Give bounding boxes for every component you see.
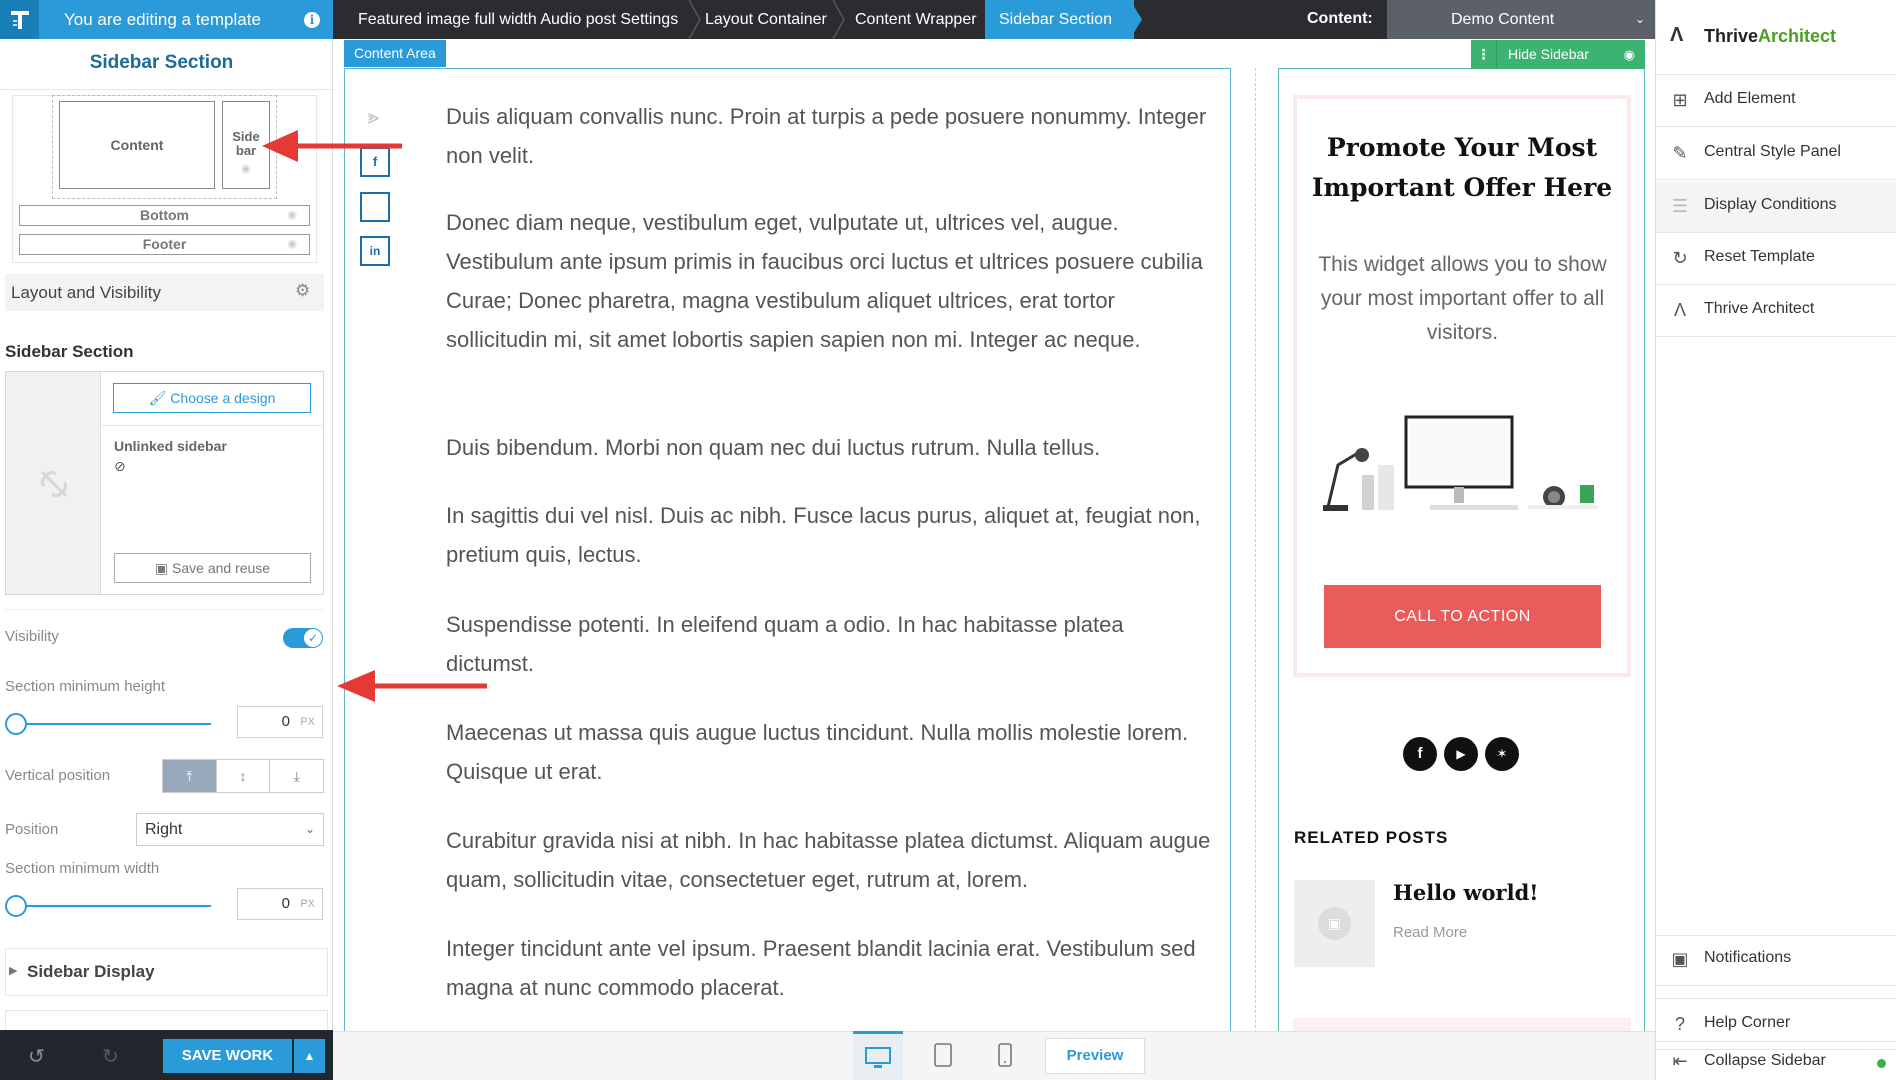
plus-square-icon: ⊞ xyxy=(1672,90,1688,110)
min-height-slider-track[interactable] xyxy=(16,723,211,725)
save-and-reuse-label: Save and reuse xyxy=(172,560,271,576)
caret-right-icon: ▶ xyxy=(9,965,18,977)
layout-sidebar-label-2: bar xyxy=(235,143,257,158)
choose-design-button[interactable] xyxy=(113,383,311,413)
promo-text: This widget allows you to show your most important offer to all visitors. xyxy=(1318,253,1607,344)
paragraph: Maecenas ut massa quis augue luctus tincidunt. Nulla mollis molestie lorem. Quisque ut erat. xyxy=(446,720,1189,784)
redo-icon[interactable]: ↻ xyxy=(102,1046,119,1068)
paragraph: Duis aliquam convallis nunc. Proin at turpis a pede posuere nonummy. Integer non velit. xyxy=(446,104,1207,168)
reset-template-label: Reset Template xyxy=(1704,248,1815,265)
layout-visibility-label: Layout and Visibility xyxy=(11,283,161,302)
reset-template-button[interactable] xyxy=(1656,233,1896,285)
sidebar-display-label: Sidebar Display xyxy=(27,962,155,981)
divider xyxy=(102,425,324,426)
position-value: Right xyxy=(145,821,183,838)
central-style-panel-label: Central Style Panel xyxy=(1704,143,1841,160)
notification-icon: ▣ xyxy=(1671,949,1689,969)
paragraph: Suspendisse potenti. In eleifend quam a odio. In hac habitasse platea dictumst. xyxy=(446,612,1124,676)
sliders-icon: ☰ xyxy=(1671,196,1689,216)
annotation-arrow xyxy=(262,126,407,174)
collapse-sidebar-button[interactable] xyxy=(1656,1041,1896,1080)
undo-icon[interactable]: ↺ xyxy=(28,1046,45,1068)
tablet-view-button[interactable] xyxy=(918,1031,968,1080)
brand-part-2: Architect xyxy=(1758,26,1837,46)
image-placeholder-icon: ▣ xyxy=(1318,907,1351,940)
position-label: Position xyxy=(5,821,59,838)
post-title-link[interactable]: Hello world! xyxy=(1393,880,1539,905)
min-height-unit: PX xyxy=(300,716,315,728)
facebook-share-button[interactable]: f xyxy=(360,147,390,177)
layout-bottom-label: Bottom xyxy=(140,207,189,223)
min-width-input[interactable] xyxy=(237,888,323,920)
editing-template-title: You are editing a template xyxy=(64,10,261,29)
eye-icon[interactable]: ◉ xyxy=(287,238,297,250)
unlinked-sidebar-label: Unlinked sidebar xyxy=(114,438,227,454)
promo-title: Promote Your Most Important Offer Here xyxy=(1311,133,1613,202)
hide-sidebar-button[interactable] xyxy=(1471,40,1645,69)
thrive-logo-icon: Λ xyxy=(1670,24,1684,46)
column-separator xyxy=(1255,68,1256,1038)
desktop-icon xyxy=(865,1047,891,1069)
vertical-position-group xyxy=(162,759,324,793)
align-middle-button[interactable]: ↕ xyxy=(217,760,271,792)
help-corner-label: Help Corner xyxy=(1704,1014,1791,1031)
annotation-arrow xyxy=(337,665,489,713)
divider xyxy=(5,609,324,610)
display-conditions-label: Display Conditions xyxy=(1704,196,1837,213)
min-width-value: 0 xyxy=(281,895,290,912)
breadcrumb-item[interactable]: Featured image full width Audio post Settings xyxy=(358,11,679,28)
visibility-label: Visibility xyxy=(5,628,59,645)
facebook-icon[interactable]: f xyxy=(1403,737,1437,771)
min-height-input[interactable] xyxy=(237,706,323,738)
choose-design-label: Choose a design xyxy=(170,390,276,406)
min-height-slider-handle[interactable] xyxy=(5,713,27,735)
breadcrumb-active-arrow xyxy=(1130,0,1144,39)
save-options-button[interactable]: ▲ xyxy=(294,1039,325,1073)
paragraph: Donec diam neque, vestibulum eget, vulputate ut, ultrices vel, augue. Vestibulum ante ipsum primis in faucibus orci luctus et ultrices posuere cubilia Curae; Donec pharetra, magna vestibulum aliquet ultrices, erat tortor sollicitudin mi, sit amet lobortis sapien sapien non mi. Integer ac neque. xyxy=(446,210,1203,352)
min-width-slider-handle[interactable] xyxy=(5,895,27,917)
desktop-view-button[interactable] xyxy=(853,1031,903,1080)
content-select[interactable] xyxy=(1387,0,1655,39)
min-height-value: 0 xyxy=(281,713,290,730)
content-area-tag: Content Area xyxy=(344,40,446,67)
breadcrumb-item[interactable]: Content Wrapper xyxy=(855,11,977,28)
paragraph: In sagittis dui vel nisl. Duis ac nibh. Fusce lacus purus, aliquet at, feugiat non, pretium quis, lectus. xyxy=(446,503,1201,567)
read-more-link[interactable]: Read More xyxy=(1393,924,1468,941)
section-title: Sidebar Section xyxy=(5,342,134,361)
save-and-reuse-button[interactable] xyxy=(114,553,311,583)
notifications-label: Notifications xyxy=(1704,949,1792,966)
brush-icon: ✎ xyxy=(1672,143,1688,163)
central-style-panel-button[interactable] xyxy=(1656,128,1896,180)
paragraph: Integer tincidunt ante vel ipsum. Praesent blandit lacinia erat. Vestibulum sed magna at nunc commodo placerat. xyxy=(446,936,1196,1000)
unlink-icon xyxy=(36,466,72,511)
collapse-sidebar-label: Collapse Sidebar xyxy=(1704,1052,1826,1069)
breadcrumb-item-active[interactable]: Sidebar Section xyxy=(985,0,1134,39)
layout-footer-label: Footer xyxy=(142,236,187,252)
linkedin-share-button[interactable]: in xyxy=(360,236,390,266)
brush-icon: 🖌 xyxy=(148,390,167,406)
align-top-button[interactable]: ⤒ xyxy=(163,760,217,792)
content-label: Content: xyxy=(1307,10,1373,27)
eye-icon[interactable]: ◉ xyxy=(287,209,297,221)
next-widget xyxy=(1293,1018,1631,1032)
align-bottom-button[interactable]: ⤓ xyxy=(293,768,300,784)
panel-subtitle: Sidebar Section xyxy=(89,52,234,73)
chevron-down-icon: ⌄ xyxy=(304,822,315,836)
min-width-label: Section minimum width xyxy=(5,860,160,877)
related-posts-title: RELATED POSTS xyxy=(1294,828,1449,847)
gear-icon[interactable]: ⚙ xyxy=(295,281,311,300)
save-work-button[interactable]: SAVE WORK xyxy=(163,1039,292,1073)
thrive-menu-icon[interactable] xyxy=(0,0,39,39)
more-options-icon[interactable]: ⋮ xyxy=(1471,40,1497,69)
save-icon: ▣ xyxy=(154,560,169,576)
collapse-icon: ⇤ xyxy=(1672,1051,1688,1071)
position-select[interactable] xyxy=(136,813,324,846)
layout-bottom-block[interactable] xyxy=(19,205,310,226)
hide-sidebar-label: Hide Sidebar xyxy=(1508,46,1589,62)
call-to-action-button[interactable]: CALL TO ACTION xyxy=(1324,585,1601,648)
min-height-label: Section minimum height xyxy=(5,678,166,695)
workspace-illustration xyxy=(1318,405,1608,530)
eye-off-icon: ◉ xyxy=(1623,47,1635,62)
brand-name xyxy=(1704,26,1836,47)
content-select-value: Demo Content xyxy=(1451,11,1555,28)
paragraph: Curabitur gravida nisi at nibh. In hac habitasse platea dictumst. Aliquam augue quam, sollicitudin vitae, consectetuer eget, rutrum at, lorem. xyxy=(446,828,1211,892)
layout-content-block[interactable]: Content xyxy=(59,101,215,189)
thrive-architect-label: Thrive Architect xyxy=(1704,300,1815,317)
chevron-down-icon: ⌄ xyxy=(1634,12,1645,26)
mobile-view-button[interactable] xyxy=(980,1031,1030,1080)
add-element-button[interactable] xyxy=(1656,75,1896,127)
notifications-button[interactable] xyxy=(1656,934,1896,986)
add-element-label: Add Element xyxy=(1704,90,1796,107)
help-icon: ? xyxy=(1674,1014,1685,1034)
layout-footer-block[interactable] xyxy=(19,234,310,255)
refresh-icon: ↻ xyxy=(1672,248,1688,268)
brand-part-1: Thrive xyxy=(1704,26,1759,46)
min-width-slider-track[interactable] xyxy=(16,905,211,907)
min-width-unit: PX xyxy=(300,898,315,910)
next-accordion[interactable] xyxy=(5,1010,328,1030)
eye-icon[interactable]: ◉ xyxy=(241,163,251,175)
tablet-icon xyxy=(934,1043,952,1067)
info-icon[interactable]: i xyxy=(304,12,320,28)
layout-sidebar-label-1: Side xyxy=(232,129,260,144)
divider xyxy=(0,89,333,90)
unlink-icon[interactable]: ⊘ xyxy=(114,458,126,474)
mobile-icon xyxy=(998,1043,1012,1067)
twitter-icon[interactable]: ✶ xyxy=(1485,737,1519,771)
paragraph: Duis bibendum. Morbi non quam nec dui luctus rutrum. Nulla tellus. xyxy=(446,435,1101,460)
share-icon[interactable]: ⪢ xyxy=(368,106,380,128)
display-conditions-button[interactable] xyxy=(1656,181,1896,233)
thrive-architect-button[interactable] xyxy=(1656,285,1896,337)
visibility-toggle[interactable] xyxy=(283,628,323,648)
check-icon: ✓ xyxy=(304,629,322,647)
thrive-logo-icon: Λ xyxy=(1673,300,1687,320)
breadcrumb-item[interactable]: Layout Container xyxy=(705,11,827,28)
vertical-position-label: Vertical position xyxy=(5,767,111,784)
status-dot xyxy=(1877,1059,1886,1068)
preview-button[interactable]: Preview xyxy=(1045,1038,1145,1074)
youtube-icon[interactable]: ▶ xyxy=(1444,737,1478,771)
twitter-share-button[interactable] xyxy=(360,192,390,222)
